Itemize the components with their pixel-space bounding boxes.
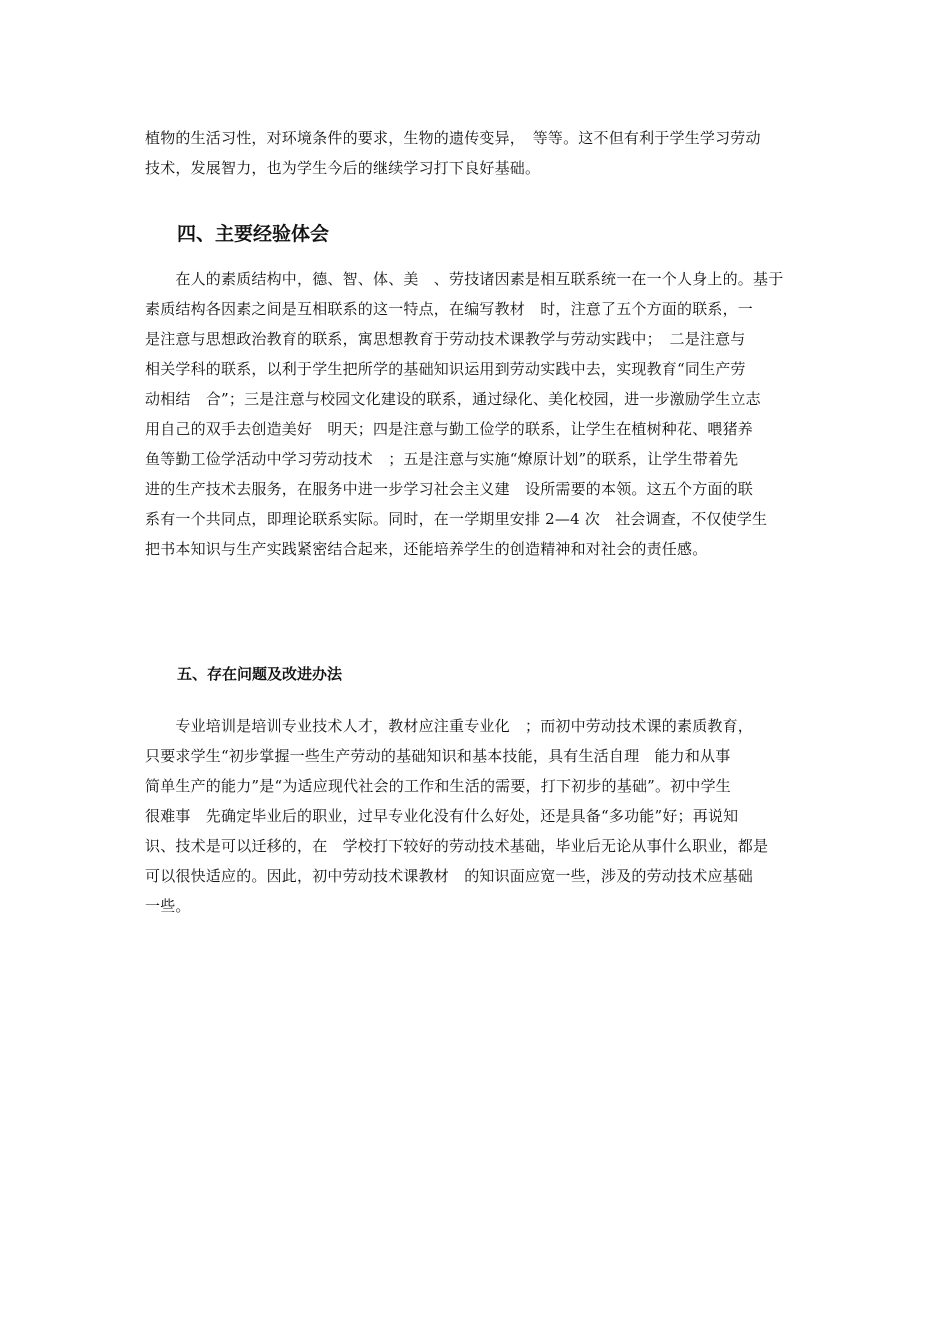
text-line: 只要求学生“初步掌握一些生产劳动的基础知识和基本技能，具有生活自理 能力和从事 — [145, 747, 731, 765]
text-line: 识、技术是可以迁移的，在 学校打下较好的劳动技术基础，毕业后无论从事什么职业，都是 — [145, 837, 769, 855]
text-line: 把书本知识与生产实践紧密结合起来，还能培养学生的创造精神和对社会的责任感。 — [145, 540, 708, 558]
text-line: 简单生产的能力”是“为适应现代社会的工作和生活的需要，打下初步的基础”。初中学生 — [145, 777, 732, 795]
text-line: 可以很快适应的。因此，初中劳动技术课教材 的知识面应宽一些，涉及的劳动技术应基础 — [145, 867, 754, 885]
text-line: 植物的生活习性，对环境条件的要求，生物的遗传变异， 等等。这不但有利于学生学习劳动 — [145, 129, 761, 147]
text-line: 系有一个共同点，即理论联系实际。同时，在一学期里安排 2—4 次 社会调查，不仅使学生 — [145, 510, 768, 528]
text-line: 很难事 先确定毕业后的职业，过早专业化没有什么好处，还是具备“多功能”好；再说知 — [145, 807, 739, 825]
text-line: 动相结 合”；三是注意与校园文化建设的联系，通过绿化、美化校园，进一步激励学生立志 — [145, 390, 761, 408]
text-line: 相关学科的联系，以利于学生把所学的基础知识运用到劳动实践中去，实现教育“同生产劳 — [145, 360, 746, 378]
paragraph-plant-habits — [145, 123, 807, 183]
text-line: 是注意与思想政治教育的联系，寓思想教育于劳动技术课教学与劳动实践中； 二是注意与 — [145, 330, 746, 348]
text-line: 用自己的双手去创造美好 明天；四是注意与勤工俭学的联系，让学生在植树种花、喂猪养 — [145, 420, 754, 438]
paragraph-problems — [145, 711, 807, 921]
text-line: 专业培训是培训专业技术人才，教材应注重专业化 ；而初中劳动技术课的素质教育， — [145, 717, 754, 735]
text-line: 一些。 — [145, 897, 191, 915]
paragraph-experience — [145, 264, 807, 564]
section-heading-problems: 五、存在问题及改进办法 — [177, 665, 343, 683]
text-line: 技术，发展智力，也为学生今后的继续学习打下良好基础。 — [145, 159, 541, 177]
text-line: 素质结构各因素之间是互相联系的这一特点，在编写教材 时，注意了五个方面的联系，一 — [145, 300, 754, 318]
text-line: 进的生产技术去服务，在服务中进一步学习社会主义建 设所需要的本领。这五个方面的联 — [145, 480, 754, 498]
text-line: 鱼等勤工俭学活动中学习劳动技术 ；五是注意与实施“燎原计划”的联系，让学生带着先 — [145, 450, 739, 468]
text-line: 在人的素质结构中，德、智、体、美 、劳技诸因素是相互联系统一在一个人身上的。基于 — [145, 270, 784, 288]
section-heading-main-experience: 四、主要经验体会 — [177, 223, 330, 245]
